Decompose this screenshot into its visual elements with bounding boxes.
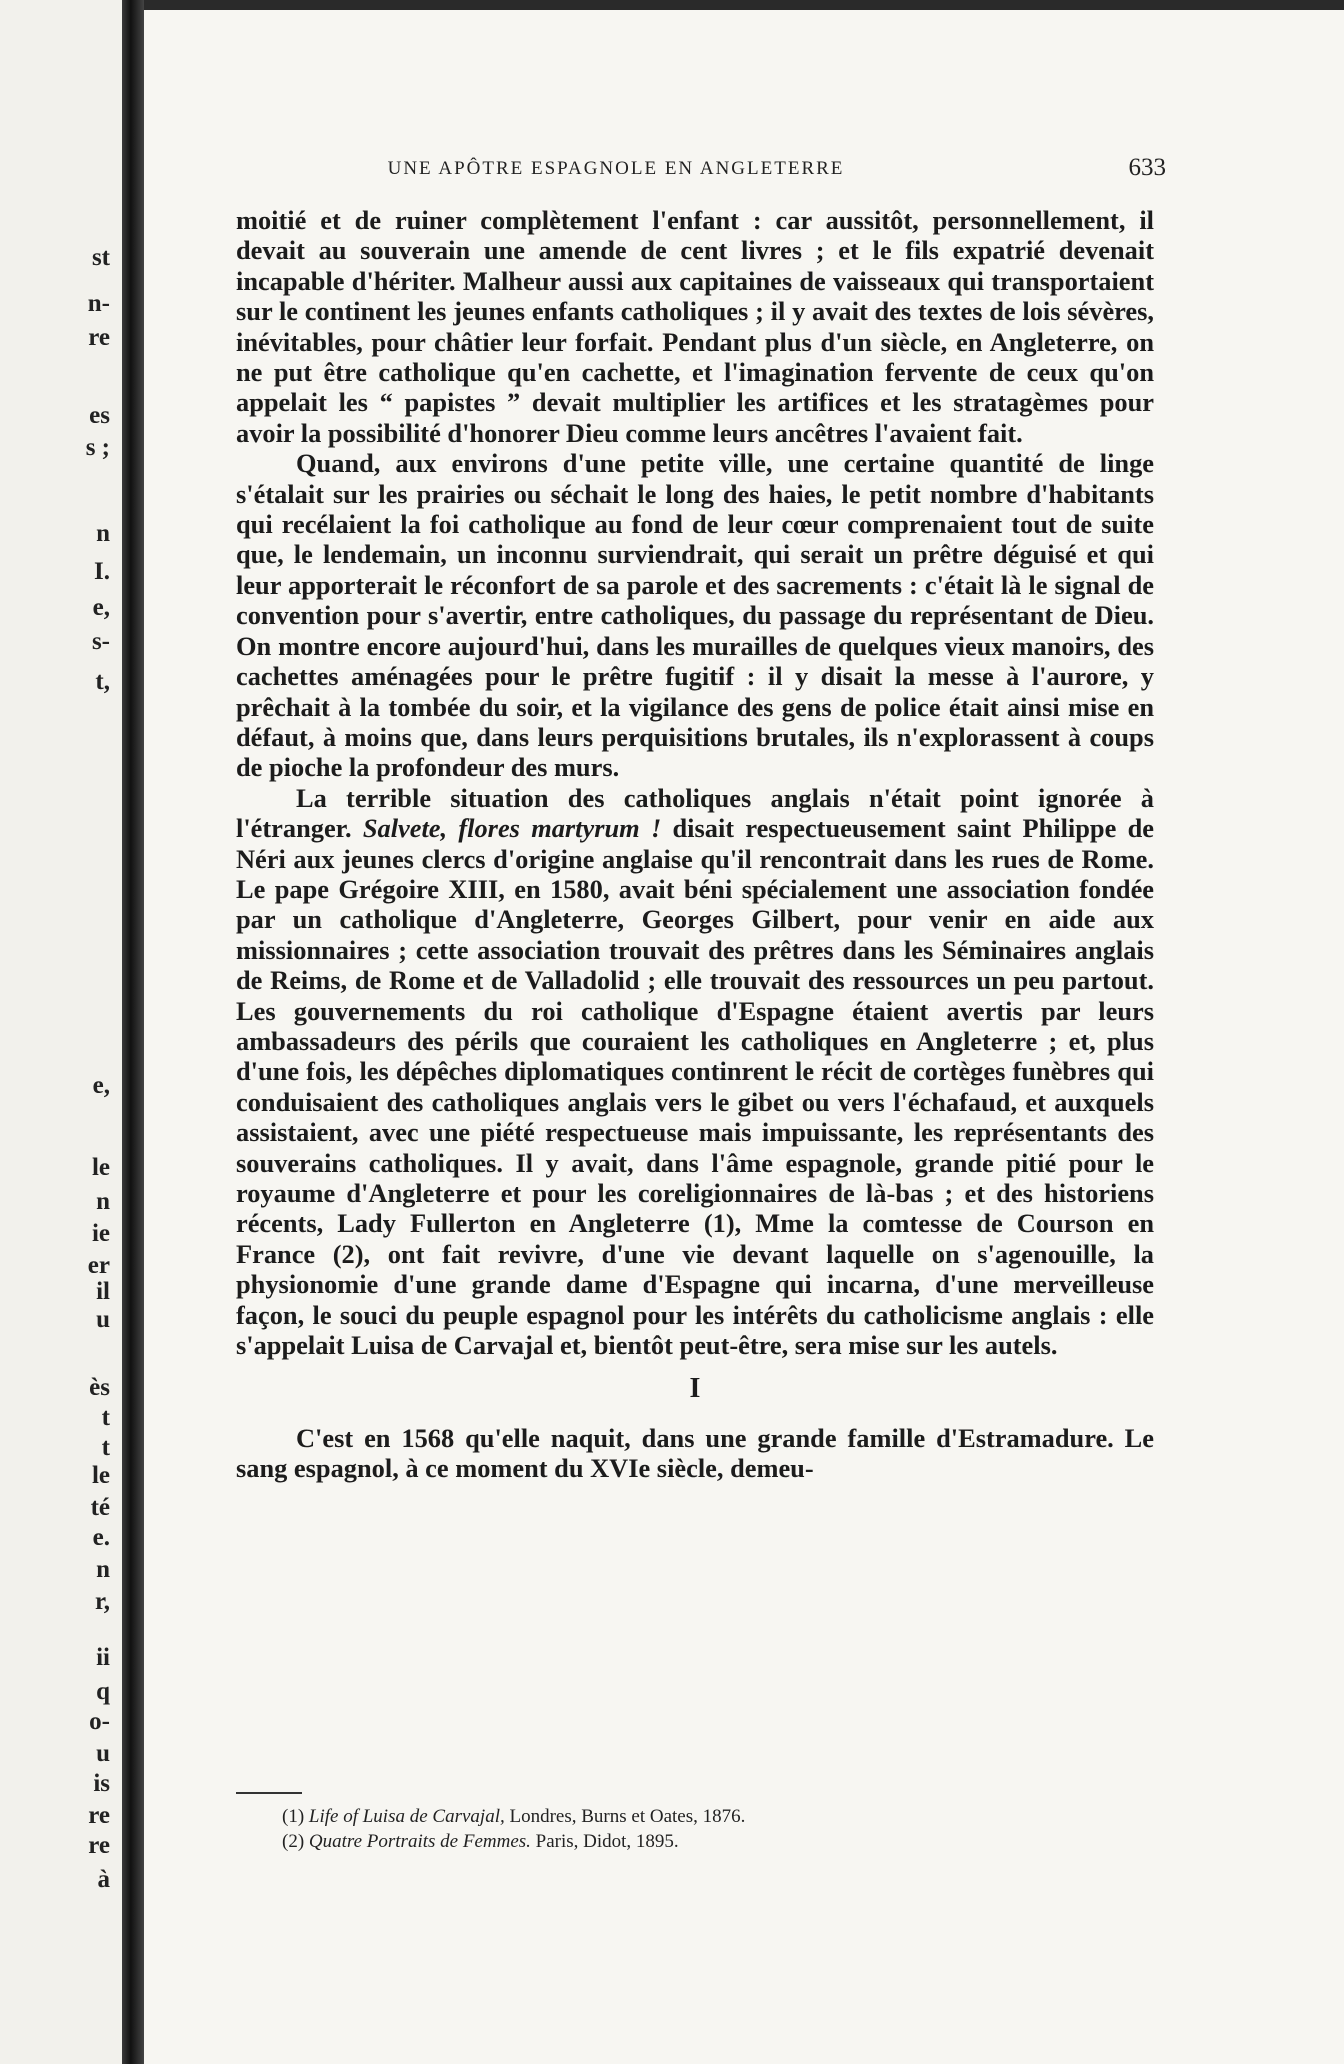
facing-fragment: ès xyxy=(89,1374,110,1401)
paragraph-3 xyxy=(236,783,1154,1361)
facing-fragment: r, xyxy=(94,1588,110,1615)
facing-fragment: ie xyxy=(91,1220,110,1247)
facing-fragment: t xyxy=(101,1434,110,1461)
book-gutter xyxy=(122,0,144,2064)
facing-fragment: t, xyxy=(95,668,110,695)
paragraph-4: C'est en 1568 qu'elle naquit, dans une grande famille d'Estramadure. Le sang espagnol, à ce moment du XVIe siècle, demeu- xyxy=(236,1422,1154,1484)
facing-fragment: le xyxy=(91,1462,110,1489)
body-text xyxy=(236,205,1154,1484)
footnote-1 xyxy=(282,1804,1082,1829)
facing-fragment: er xyxy=(87,1252,110,1279)
facing-fragment: u xyxy=(96,1306,110,1333)
facing-fragment: st xyxy=(91,244,110,271)
paragraph-3-rest: disait respectueusement saint Philippe de Néri aux jeunes clercs d'origine anglaise qu'il rencontrait dans les rues de Rome. Le pape Grégoire XIII, en 1580, avait béni spécialement une association fondée par un catholique d'Angleterre, Georges Gilbert, pour venir en aide aux missionnaires ; cette association trouvait des prêtres dans les Séminaires anglais de Reims, de Rome et de Valladolid ; elle trouvait des ressources un peu partout. Les gouvernements du roi catholique d'Espagne étaient avertis par leurs ambassadeurs des périls que couraient les catholiques en Angleterre ; et, plus d'une fois, les dépêches diplomatiques continrent le récit de cortèges funèbres qui conduisaient des catholiques anglais vers le gibet ou vers l'échafaud, et auxquels assistaient, avec une piété respectueuse mais impuissante, les représentants des souverains catholiques. Il y avait, dans l'âme espagnole, grande pitié pour le royaume d'Angleterre et pour les coreligionnaires de là-bas ; et des historiens récents, Lady Fullerton en Angleterre (1), Mme la comtesse de Courson en France (2), ont fait revivre, d'une vie devant laquelle on s'agenouille, la physionomie d'une grande dame d'Espagne qui incarna, d'une merveilleuse façon, le souci du peuple espagnol pour les intérêts du catholicisme anglais : elle s'appelait Luisa de Carvajal et, bientôt peut-être, sera mise sur les autels. xyxy=(236,813,1154,1361)
footnote-title: Life of Luisa de Carvajal, xyxy=(308,1806,505,1827)
facing-fragment: le xyxy=(91,1154,110,1181)
facing-fragment: re xyxy=(88,1832,110,1859)
page-header xyxy=(246,154,1166,188)
facing-fragment: t xyxy=(101,1404,110,1431)
paragraph-3-start: La terrible situation des catholiques anglais n'était point ignorée à l'étranger. xyxy=(236,782,1154,844)
facing-fragment: e, xyxy=(92,594,110,621)
footnote-mark: (2) xyxy=(282,1831,305,1852)
facing-fragment: n xyxy=(96,1188,110,1215)
facing-fragment: o- xyxy=(89,1708,110,1735)
paragraph-2: Quand, aux environs d'une petite ville, une certaine quantité de linge s'étalait sur les prairies ou séchait le long des haies, le petit nombre d'habitants qui recélaient la foi catholique au fond de leur cœur comprenaient tout de suite que, le lendemain, un inconnu surviendrait, qui serait un prêtre déguisé et qui leur apporterait le réconfort de sa parole et des sacrements : c'était là le signal de convention pour s'avertir, entre catholiques, du passage du représentant de Dieu. On montre encore aujourd'hui, dans les murailles de quelques vieux manoirs, des cachettes aménagées pour le prêtre fugitif : il y disait la messe à l'aurore, y prêchait à la tombée du soir, et la vigilance des gens de police était ainsi mise en défaut, à moins que, dans leurs perquisitions brutales, ils n'explorassent à coups de pioche la profondeur des murs. xyxy=(236,448,1154,783)
facing-fragment: re xyxy=(88,1802,110,1829)
facing-fragment: s- xyxy=(91,628,110,655)
footnote-2 xyxy=(282,1829,1082,1854)
facing-fragment: is xyxy=(93,1770,110,1797)
facing-fragment: n xyxy=(96,1556,110,1583)
footnotes xyxy=(282,1804,1082,1854)
facing-fragment: e, xyxy=(92,1072,110,1099)
section-number: I xyxy=(689,1373,701,1405)
footnote-publication: Paris, Didot, 1895. xyxy=(535,1831,679,1852)
facing-page-text-fragments xyxy=(0,0,110,2064)
page-number: 633 xyxy=(1128,154,1166,181)
facing-fragment: té xyxy=(90,1494,110,1521)
facing-fragment: il xyxy=(96,1278,110,1305)
facing-fragment: re xyxy=(88,324,110,351)
running-title: UNE APÔTRE ESPAGNOLE EN ANGLETERRE xyxy=(387,158,845,179)
facing-fragment: n- xyxy=(87,290,110,317)
facing-fragment: n xyxy=(96,520,110,547)
facing-fragment: u xyxy=(96,1740,110,1767)
facing-fragment: I. xyxy=(94,558,110,585)
facing-fragment: à xyxy=(97,1866,110,1893)
latin-quote: Salvete, flores martyrum ! xyxy=(362,813,662,844)
facing-fragment: ii xyxy=(96,1644,110,1671)
facing-fragment: q xyxy=(96,1678,110,1705)
footnote-mark: (1) xyxy=(282,1806,305,1827)
facing-fragment: es xyxy=(89,402,110,429)
paragraph-1: moitié et de ruiner complètement l'enfant : car aussitôt, personnellement, il devait au souverain une amende de cent livres ; et le fils expatrié devenait incapable d'hériter. Malheur aussi aux capitaines de vaisseaux qui transportaient sur le continent les jeunes enfants catholiques ; il y avait des textes de lois sévères, inévitables, pour châtier leur forfait. Pendant plus d'un siècle, en Angleterre, on ne put être catholique qu'en cachette, et l'imagination fervente de ceux qu'on appelait les “ papistes ” devait multiplier les artifices et les stratagèmes pour avoir la possibilité d'honorer Dieu comme leurs ancêtres l'avaient fait. xyxy=(236,205,1154,448)
footnote-divider xyxy=(236,1792,302,1794)
facing-fragment: s ; xyxy=(85,434,110,461)
footnote-title: Quatre Portraits de Femmes. xyxy=(308,1831,531,1852)
footnote-publication: Londres, Burns et Oates, 1876. xyxy=(509,1806,746,1827)
facing-fragment: e. xyxy=(92,1524,110,1551)
facing-page xyxy=(0,0,130,2064)
